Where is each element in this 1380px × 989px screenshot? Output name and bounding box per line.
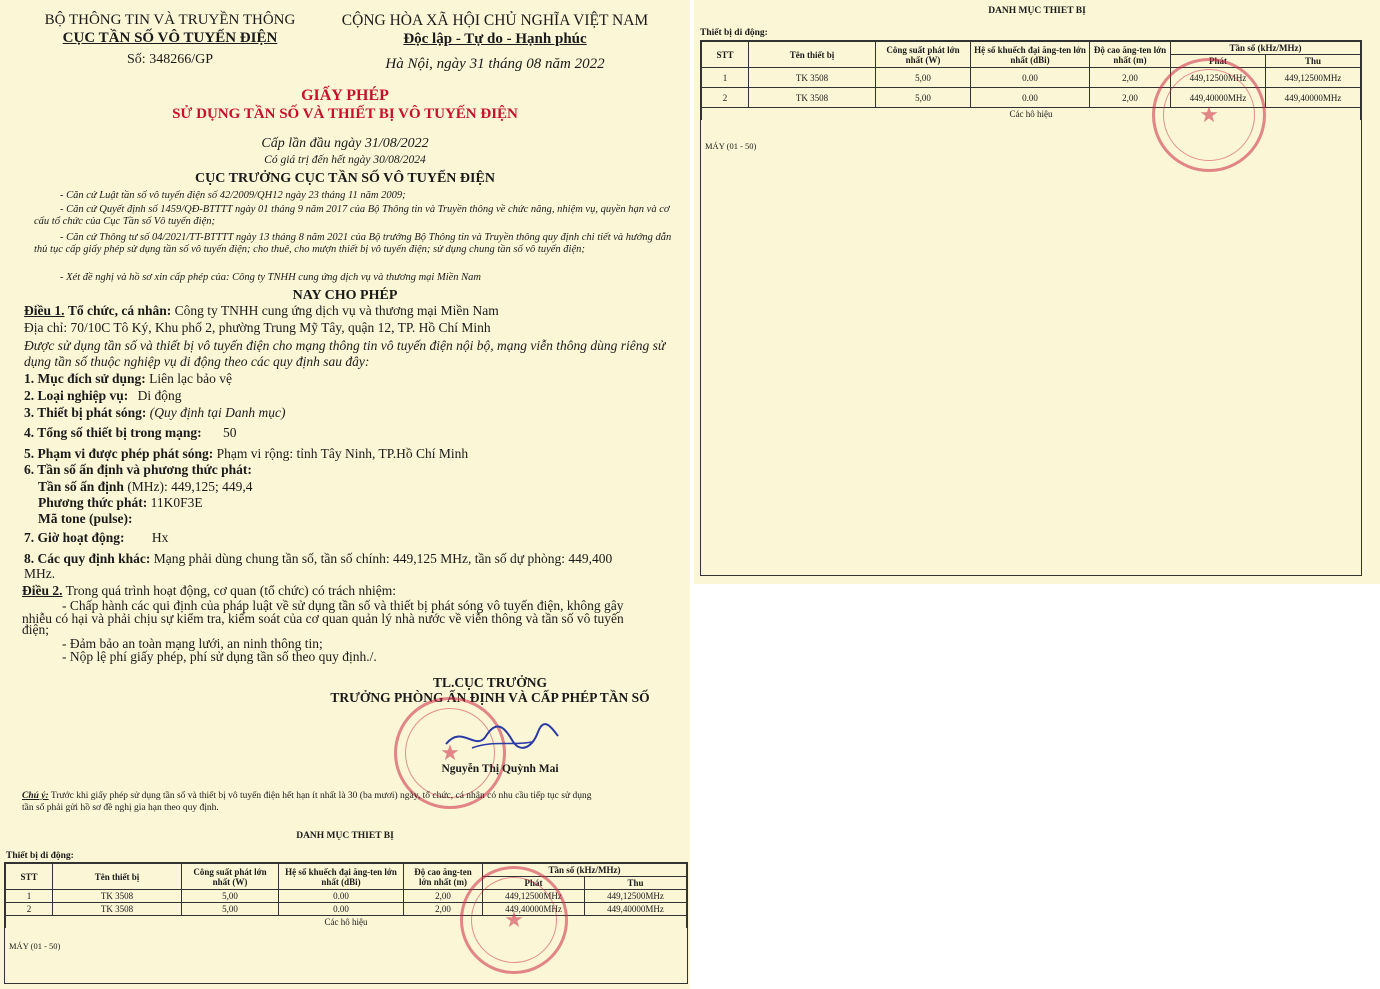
row-height: 2,00 [1090, 88, 1171, 108]
emission-method [38, 495, 203, 511]
table-row [6, 903, 687, 916]
row-stt: 1 [702, 68, 749, 88]
table-seal [460, 866, 568, 974]
header-rx: Thu [1266, 55, 1361, 68]
row-power: 5,00 [876, 88, 971, 108]
callsign-label: Các hô hiệu [6, 916, 687, 929]
article2-label: Điều 2. [22, 583, 63, 598]
seal-star-icon: ★ [440, 740, 460, 765]
assigned-frequency [38, 479, 253, 495]
item-service [24, 388, 674, 404]
service-label: 2. Loại nghiệp vụ: [24, 388, 129, 403]
equipment-seal-star-icon: ★ [1199, 102, 1219, 127]
row-height: 2,00 [404, 890, 483, 903]
note-text: Trước khi giấy phép sử dụng tần số và thiết bị vô tuyến điện hết hạn ít nhất là 30 (ba mươi) ngày, tổ chức, cá nhân có nhu cầu tiếp tục sử dụng [50, 791, 592, 801]
row-power: 5,00 [182, 890, 279, 903]
equipment-value: (Quy định tại Danh mục) [149, 405, 286, 420]
signer-title-1: TL.CỤC TRƯỞNG [432, 675, 547, 690]
row-stt: 2 [702, 88, 749, 108]
row-height: 2,00 [404, 903, 483, 916]
row-power: 5,00 [876, 68, 971, 88]
article2-line1c: điện; [22, 622, 49, 637]
item-hours [24, 530, 674, 546]
row-gain: 0.00 [279, 903, 404, 916]
ministry-name: BỘ THÔNG TIN VÀ TRUYỀN THÔNG [44, 12, 296, 28]
row-name: TK 3508 [53, 903, 182, 916]
table-seal-star-icon: ★ [504, 907, 524, 932]
row-height: 2,00 [1090, 68, 1171, 88]
table-row [6, 890, 687, 903]
header-height: Độ cao ăng-ten lớn nhất (m) [404, 864, 483, 890]
total-value: 50 [223, 425, 237, 440]
renewal-note-2: tần số phải gửi hồ sơ đề nghị gia hạn theo quy định. [22, 803, 219, 813]
permit-subtitle: SỬ DỤNG TẦN SỐ VÀ THIẾT BỊ VÔ TUYẾN ĐIỆN [172, 106, 518, 122]
header-tx: Phát [483, 877, 585, 890]
hours-value: Hx [151, 530, 169, 545]
motto [330, 31, 660, 48]
row-rx: 449,40000MHz [1266, 88, 1361, 108]
equipment-list-subtitle-2: Thiết bị di động: [700, 28, 768, 38]
department-name [0, 30, 340, 47]
item-range [24, 446, 674, 462]
header-rx: Thu [585, 877, 687, 890]
equipment-page-seal [1152, 58, 1266, 172]
row-rx: 449,12500MHz [1266, 68, 1361, 88]
header-stt: STT [702, 42, 749, 68]
row-tx: 449,12500MHz [483, 890, 585, 903]
issuing-authority: CỤC TRƯỞNG CỤC TẦN SỐ VÔ TUYẾN ĐIỆN [195, 171, 495, 186]
equipment-list-subtitle: Thiết bị di động: [6, 851, 74, 861]
purpose-label: 1. Mục đích sử dụng: [24, 371, 146, 386]
permit-heading: NAY CHO PHÉP [292, 288, 398, 303]
header-gain: Hệ số khuếch đại ăng-ten lớn nhất (dBi) [971, 42, 1090, 68]
item-frequency [24, 462, 674, 478]
item-other [24, 551, 674, 567]
basis-2: - Căn cứ Quyết định số 1459/QĐ-BTTTT ngày 01 tháng 9 năm 2017 của Bộ Thông tin và Truyền thông về chức năng, nhiệm vụ, quyền hạn và cơ cấu tổ chức của Cục Tần số Vô tuyến điện; [34, 204, 670, 227]
note-label: Chú ý: [22, 791, 49, 801]
header-frequency: Tần số (kHz/MHz) [483, 864, 687, 877]
assigned-label: Tần số ấn định [38, 479, 124, 494]
org-address: Địa chỉ: 70/10C Tô Ký, Khu phố 2, phường Trung Mỹ Tây, quận 12, TP. Hồ Chí Minh [24, 320, 491, 335]
valid-until-date: Có giá trị đến hết ngày 30/08/2024 [264, 154, 426, 166]
basis-1: - Căn cứ Luật tần số vô tuyến điện số 42/2009/QH12 ngày 23 tháng 11 năm 2009; [60, 190, 406, 201]
signer-title-2: TRƯỞNG PHÒNG ẤN ĐỊNH VÀ CẤP PHÉP TẦN SỐ [330, 690, 650, 705]
org-label: Tổ chức, cá nhân: [67, 303, 172, 318]
table-row [702, 68, 1361, 88]
article1-intro: Được sử dụng tần số và thiết bị vô tuyến điện cho mạng thông tin vô tuyến điện nội bộ, mạng viễn thông dùng riêng sử dụng tần số thuộc nghiệp vụ di động theo các quy định sau đây: [24, 338, 666, 369]
other-label: 8. Các quy định khác: [24, 551, 151, 566]
total-label: 4. Tổng số thiết bị trong mạng: [24, 425, 202, 440]
handwritten-signature [442, 718, 562, 758]
article2-intro [22, 583, 396, 599]
assigned-value: (MHz): 449,125; 449,4 [127, 479, 253, 494]
service-value: Di động [137, 388, 182, 403]
document-number: Số: 348266/GP [127, 52, 213, 67]
header-frequency: Tần số (kHz/MHz) [1171, 42, 1361, 55]
article2-line3: - Nộp lệ phí giấy phép, phí sử dụng tần số theo quy định./. [62, 649, 377, 664]
basis-4: - Xét đề nghị và hồ sơ xin cấp phép của: Công ty TNHH cung ứng dịch vụ và thương mại Miền Nam [60, 272, 482, 283]
callsign-value: MÁY (01 - 50) [705, 141, 757, 151]
row-gain: 0.00 [279, 890, 404, 903]
row-name: TK 3508 [749, 88, 876, 108]
header-name: Tên thiết bị [53, 864, 182, 890]
row-tx: 449,40000MHz [1171, 88, 1266, 108]
range-value: Phạm vi rộng: tỉnh Tây Ninh, TP.Hồ Chí Minh [216, 446, 469, 461]
freq-label: 6. Tần số ấn định và phương thức phát: [24, 462, 252, 477]
permit-title: GIẤY PHÉP [301, 87, 389, 104]
equipment-list-title-2: DANH MỤC THIET BỊ [988, 6, 1086, 16]
row-stt: 2 [6, 903, 53, 916]
department-name-text: CỤC TẦN SỐ VÔ TUYẾN ĐIỆN [62, 30, 278, 46]
article1-org [24, 303, 674, 319]
method-value: 11K0F3E [150, 495, 203, 510]
equipment-label: 3. Thiết bị phát sóng: [24, 405, 147, 420]
callsign-value: MÁY (01 - 50) [9, 941, 61, 951]
item-total [24, 425, 674, 441]
item-purpose [24, 371, 674, 387]
row-rx: 449,12500MHz [585, 890, 687, 903]
first-issue-date: Cấp lần đầu ngày 31/08/2022 [261, 136, 429, 151]
place-date: Hà Nội, ngày 31 tháng 08 năm 2022 [385, 56, 605, 72]
equipment-table [5, 863, 687, 928]
other-value: Mạng phải dùng chung tần số, tần số chính: 449,125 MHz, tần số dự phòng: 449,400 [153, 551, 613, 566]
purpose-value: Liên lạc bảo vệ [149, 371, 232, 386]
article2-line2: - Đảm bảo an toàn mạng lưới, an ninh thông tin; [62, 636, 323, 651]
header-name: Tên thiết bị [749, 42, 876, 68]
range-label: 5. Phạm vi được phép phát sóng: [24, 446, 214, 461]
row-tx: 449,40000MHz [483, 903, 585, 916]
article2-line1: - Chấp hành các qui định của pháp luật về sử dụng tần số và thiết bị phát sóng vô tuyến điện, không gây [62, 598, 624, 613]
header-power: Công suất phát lớn nhất (W) [182, 864, 279, 890]
basis-3: - Căn cứ Thông tư số 04/2021/TT-BTTTT ngày 13 tháng 8 năm 2021 của Bộ trưởng Bộ Thông tin và Truyền thông quy định chi tiết và hướng dẫn thủ tục cấp giấy phép sử dụng tần số vô tuyến điện; cho thuê, cho mượn thiết bị vô tuyến điện; sử dụng chung tần số vô tuyến điện; [34, 232, 672, 255]
header-power: Công suất phát lớn nhất (W) [876, 42, 971, 68]
equipment-list-page [694, 0, 1380, 584]
row-name: TK 3508 [749, 68, 876, 88]
row-rx: 449,40000MHz [585, 903, 687, 916]
org-value: Công ty TNHH cung ứng dịch vụ và thương mại Miền Nam [174, 303, 499, 318]
item-equipment [24, 405, 674, 421]
renewal-note [22, 791, 591, 801]
equipment-table-frame [4, 862, 688, 984]
tone-code [38, 511, 133, 527]
motto-text: Độc lập - Tự do - Hạnh phúc [403, 31, 587, 47]
signer-name: Nguyễn Thị Quỳnh Mai [441, 763, 559, 775]
header-stt: STT [6, 864, 53, 890]
equipment-list-title: DANH MỤC THIET BỊ [296, 831, 394, 841]
country-name: CỘNG HÒA XÃ HỘI CHỦ NGHĨA VIỆT NAM [341, 12, 649, 29]
method-label: Phương thức phát: [38, 495, 148, 510]
callsign-label: Các hô hiệu [702, 108, 1361, 121]
article2-line1b: nhiễu có hại và phải chịu sự kiểm tra, kiểm soát của cơ quan quản lý nhà nước về viễn thông và tần số vô tuyến [22, 611, 624, 626]
row-gain: 0.00 [971, 88, 1090, 108]
row-tx: 449,12500MHz [1171, 68, 1266, 88]
tone-label: Mã tone (pulse): [38, 511, 133, 526]
row-power: 5,00 [182, 903, 279, 916]
row-gain: 0.00 [971, 68, 1090, 88]
header-height: Độ cao ăng-ten lớn nhất (m) [1090, 42, 1171, 68]
other-value-continued: MHz. [24, 566, 56, 581]
header-tx: Phát [1171, 55, 1266, 68]
article1-label: Điều 1. [24, 303, 65, 318]
row-name: TK 3508 [53, 890, 182, 903]
row-stt: 1 [6, 890, 53, 903]
article2-intro-text: Trong quá trình hoạt động, cơ quan (tổ chức) có trách nhiệm: [65, 583, 397, 598]
header-gain: Hệ số khuếch đại ăng-ten lớn nhất (dBi) [279, 864, 404, 890]
hours-label: 7. Giờ hoạt động: [24, 530, 125, 545]
